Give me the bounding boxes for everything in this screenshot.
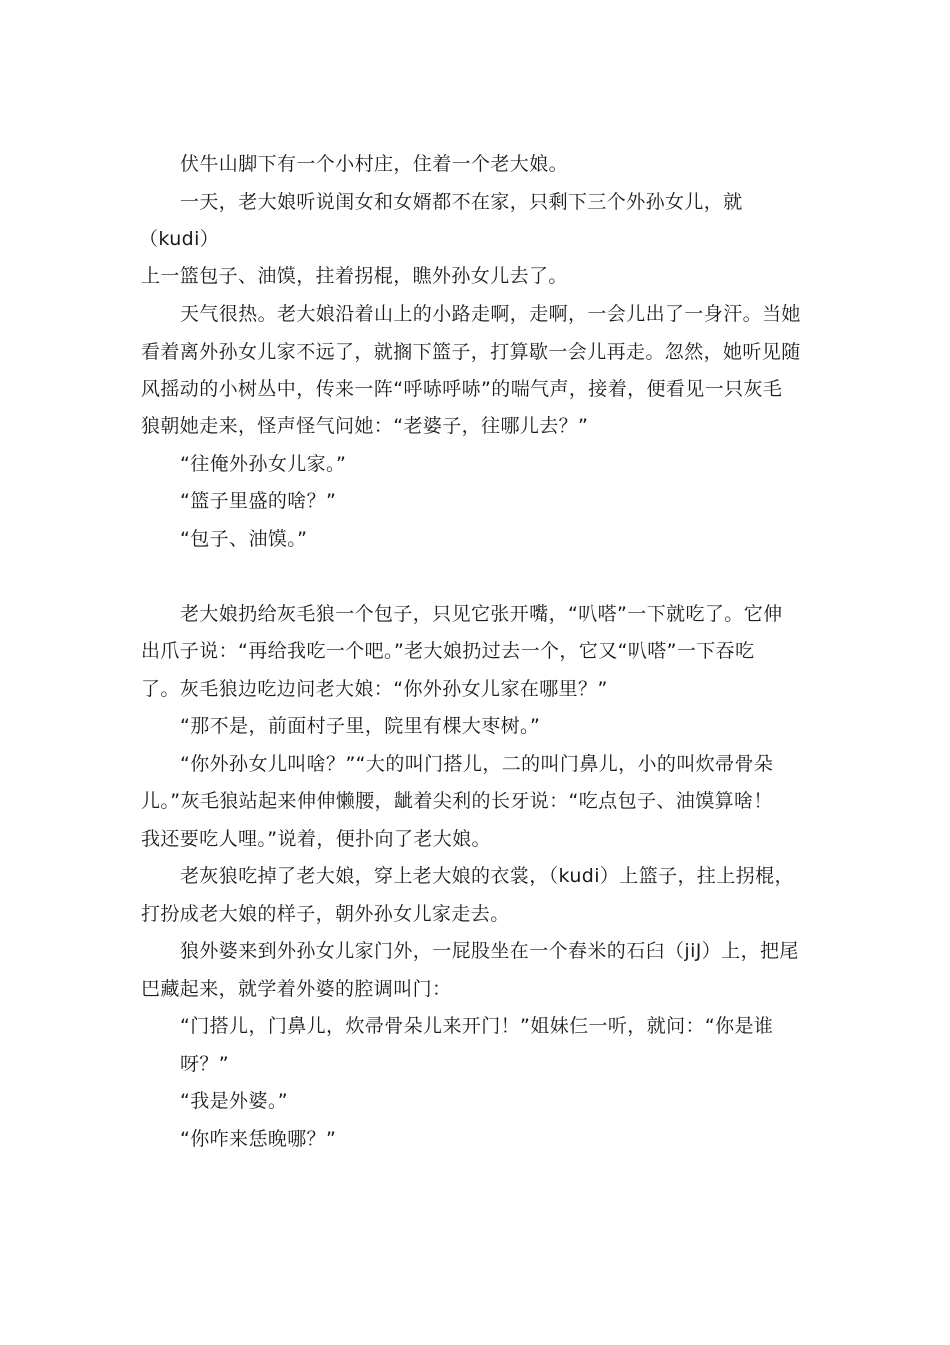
paragraph-line: 风摇动的小树丛中，传来一阵“呼哧呼哧”的喘气声，接着，便看见一只灰毛 bbox=[141, 378, 783, 400]
dialogue-line: “我是外婆。” bbox=[180, 1090, 288, 1112]
paragraph-line: 狼外婆来到外孙女儿家门外，一屁股坐在一个舂米的石臼（jiJ）上，把尾 bbox=[180, 940, 799, 962]
dialogue-line: “篮子里盛的啥？” bbox=[180, 490, 337, 512]
paragraph-line: 天气很热。老大娘沿着山上的小路走啊，走啊，一会儿出了一身汗。当她 bbox=[180, 303, 801, 325]
paragraph-line: 我还要吃人哩。”说着，便扑向了老大娘。 bbox=[141, 828, 491, 850]
paragraph-line: 伏牛山脚下有一个小村庄，住着一个老大娘。 bbox=[180, 153, 569, 175]
dialogue-line: “往俺外孙女儿家。” bbox=[180, 453, 347, 475]
paragraph-line: 儿。”灰毛狼站起来伸伸懒腰，龇着尖利的长牙说：“吃点包子、油馍算啥！ bbox=[141, 790, 773, 812]
paragraph-line: 打扮成老大娘的样子，朝外孙女儿家走去。 bbox=[141, 903, 510, 925]
paragraph-line: 老大娘扔给灰毛狼一个包子，只见它张开嘴，“叭嗒”一下就吃了。它伸 bbox=[180, 603, 783, 625]
dialogue-line: “你咋来恁晚哪？” bbox=[180, 1128, 337, 1150]
paragraph-line: 上一篮包子、油馍，拄着拐棍，瞧外孙女儿去了。 bbox=[141, 265, 568, 287]
dialogue-line: “那不是，前面村子里，院里有棵大枣树。” bbox=[180, 715, 541, 737]
dialogue-line: “包子、油馍。” bbox=[180, 528, 308, 550]
dialogue-line: “你外孙女儿叫啥？”“大的叫门搭儿，二的叫门鼻儿，小的叫炊帚骨朵 bbox=[180, 753, 774, 775]
paragraph-line: 了。灰毛狼边吃边问老大娘：“你外孙女儿家在哪里？” bbox=[141, 678, 608, 700]
paragraph-line: 看着离外孙女儿家不远了，就搁下篮子，打算歇一会儿再走。忽然，她听见随 bbox=[141, 341, 801, 363]
paragraph-line: 狼朝她走来，怪声怪气问她：“老婆子，往哪儿去？” bbox=[141, 415, 589, 437]
dialogue-line: “门搭儿，门鼻儿，炊帚骨朵儿来开门！”姐妹仨一听，就问：“你是谁 bbox=[180, 1015, 774, 1037]
paragraph-line: 巴藏起来，就学着外婆的腔调叫门： bbox=[141, 978, 452, 1000]
paragraph-line: 一天，老大娘听说闺女和女婿都不在家，只剩下三个外孙女儿，就 bbox=[180, 191, 743, 213]
dialogue-line: 呀？” bbox=[180, 1053, 230, 1075]
paragraph-line: 老灰狼吃掉了老大娘，穿上老大娘的衣裳，（kudi）上篮子，拄上拐棍， bbox=[180, 865, 794, 887]
paragraph-line: 出爪子说：“再给我吃一个吧。”老大娘扔过去一个，它又“叭嗒”一下吞吃 bbox=[141, 640, 755, 662]
pinyin-annotation: （kudi） bbox=[139, 228, 220, 250]
